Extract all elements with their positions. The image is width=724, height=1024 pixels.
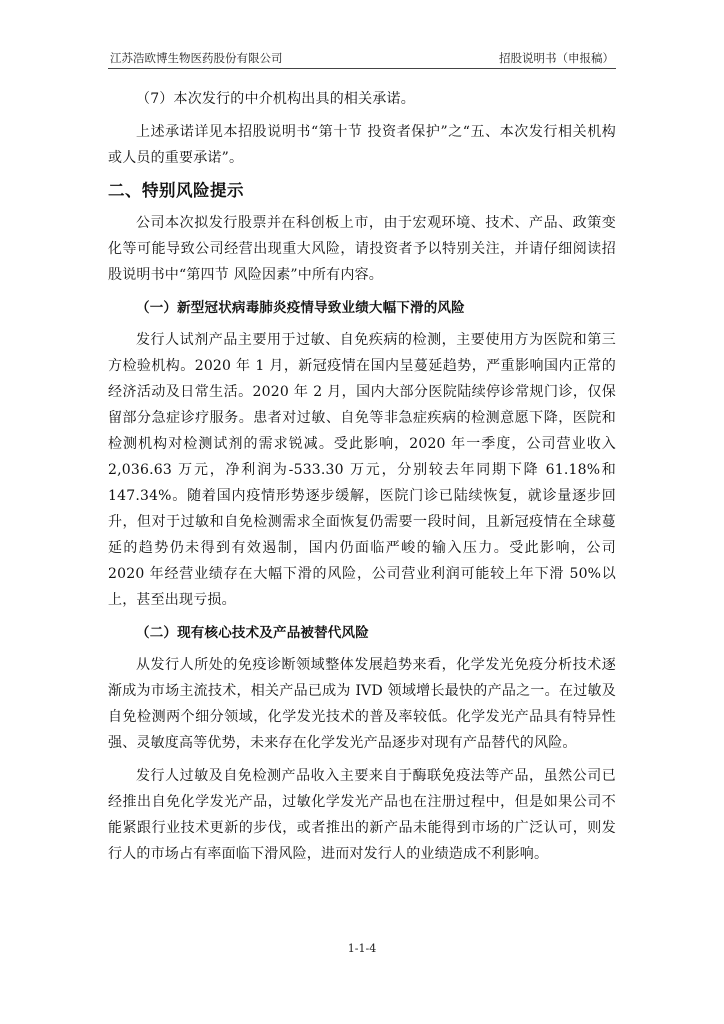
intro-paragraph-2: 上述承诺详见本招股说明书“第十节 投资者保护”之“五、本次发行相关机构或人员的重要承诺”。 bbox=[108, 124, 616, 166]
risk-2-paragraph-1: 从发行人所处的免疫诊断领域整体发展趋势来看，化学发光免疫分析技术逐渐成为市场主流技术，相关产品已成为 IVD 领域增长最快的产品之一。在过敏及自免检测两个细分领域，化学发光技术的普及率较低。化学发光产品具有特异性强、灵敏度高等优势，未来存在化学发光产品逐步对现有产品替代的风险。 bbox=[108, 657, 616, 751]
risk-2-heading: （二）现有核心技术及产品被替代风险 bbox=[136, 625, 369, 641]
page-header bbox=[108, 48, 616, 69]
risk-2-paragraph-2: 发行人过敏及自免检测产品收入主要来自于酶联免疫法等产品，虽然公司已经推出自免化学发光产品，过敏化学发光产品也在注册过程中，但是如果公司不能紧跟行业技术更新的步伐，或者推出的新产品未能得到市场的广泛认可，则发行人的市场占有率面临下滑风险，进而对发行人的业绩造成不利影响。 bbox=[108, 768, 616, 862]
page-content bbox=[108, 86, 616, 874]
section-heading: 二、特别风险提示 bbox=[108, 181, 244, 200]
intro-paragraph-1: （7）本次发行的中介机构出具的相关承诺。 bbox=[136, 91, 415, 107]
header-company-name: 江苏浩欧博生物医药股份有限公司 bbox=[110, 51, 283, 65]
risk-1-paragraph: 发行人试剂产品主要用于过敏、自免疾病的检测，主要使用方为医院和第三方检验机构。2020 年 1 月，新冠疫情在国内呈蔓延趋势，严重影响国内正常的经济活动及日常生活。2020 年 2 月，国内大部分医院陆续停诊常规门诊，仅保留部分急症诊疗服务。患者对过敏、自免等非急症疾病的检测意愿下降，医院和检测机构对检测试剂的需求锐减。受此影响，2020 年一季度，公司营业收入 2,036.63 万元，净利润为-533.30 万元，分别较去年同期下降 61.18%和 147.34%。随着国内疫情形势逐步缓解，医院门诊已陆续恢复，就诊量逐步回升，但对于过敏和自免检测需求全面恢复仍需要一段时间，且新冠疫情在全球蔓延的趋势仍未得到有效遏制，国内仍面临严峻的输入压力。受此影响，公司 2020 年经营业绩存在大幅下滑的风险，公司营业利润可能较上年下滑 50%以上，甚至出现亏损。 bbox=[108, 332, 616, 608]
risk-1-heading: （一）新型冠状病毒肺炎疫情导致业绩大幅下滑的风险 bbox=[136, 300, 465, 316]
section-intro-paragraph: 公司本次拟发行股票并在科创板上市，由于宏观环境、技术、产品、政策变化等可能导致公司经营出现重大风险，请投资者予以特别关注，并请仔细阅读招股说明书中“第四节 风险因素”中所有内容。 bbox=[108, 215, 616, 283]
header-document-title: 招股说明书（申报稿） bbox=[499, 51, 614, 65]
page-number: 1-1-4 bbox=[347, 942, 377, 955]
